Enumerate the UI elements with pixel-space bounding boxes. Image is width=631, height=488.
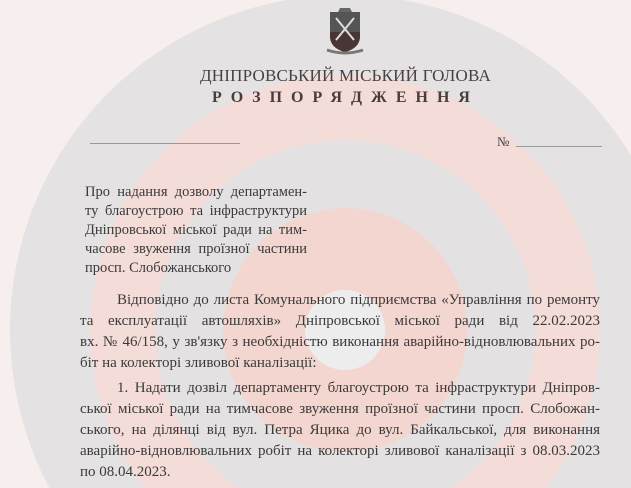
item-1-paragraph [80,378,600,483]
text-line: аварійно-відновлювальних робіт на колекторі зливової каналізації з 08.03.2023 [80,443,600,459]
coat-of-arms-icon [322,6,368,56]
text-line: 1. Надати дозвіл департаменту благоустрою та інфраструктури Дніпров- [117,380,600,396]
text-line: ської міської ради на тимчасове звуження проїзної частини просп. Слобожан- [80,401,600,417]
preamble-paragraph [80,290,600,374]
text-line: по 08.04.2023. [80,464,171,480]
text-line: ського, на ділянці від вул. Петра Яцика до вул. Байкальської, для виконання [80,422,600,438]
text-line: вх. № 46/158, у зв'язку з необхідністю виконання аварійно-відновлювальних ро- [80,334,600,350]
institution-title: ДНІПРОВСЬКИЙ МІСЬКИЙ ГОЛОВА [200,66,491,85]
date-line [90,143,240,144]
number-sign: № [497,134,510,149]
subject-line: ту благоустрою та інфраструктури [85,203,307,219]
subject-line: часове звуження проїзної частини [85,241,307,257]
subject-line: Дніпровської міської ради на тим- [85,222,307,238]
document-type: РОЗПОРЯДЖЕННЯ [212,89,479,106]
text-line: біт на колекторі зливової каналізації: [80,355,317,371]
number-line [516,146,602,147]
subject-block [85,183,307,278]
text-line: та експлуатації автошляхів» Дніпровської міської ради від 22.02.2023 [80,313,600,329]
subject-line: просп. Слобожанського [85,260,232,276]
text-line: Відповідно до листа Комунального підприємства «Управління по ремонту [117,292,600,308]
subject-line: Про надання дозволу департамен- [85,184,307,200]
